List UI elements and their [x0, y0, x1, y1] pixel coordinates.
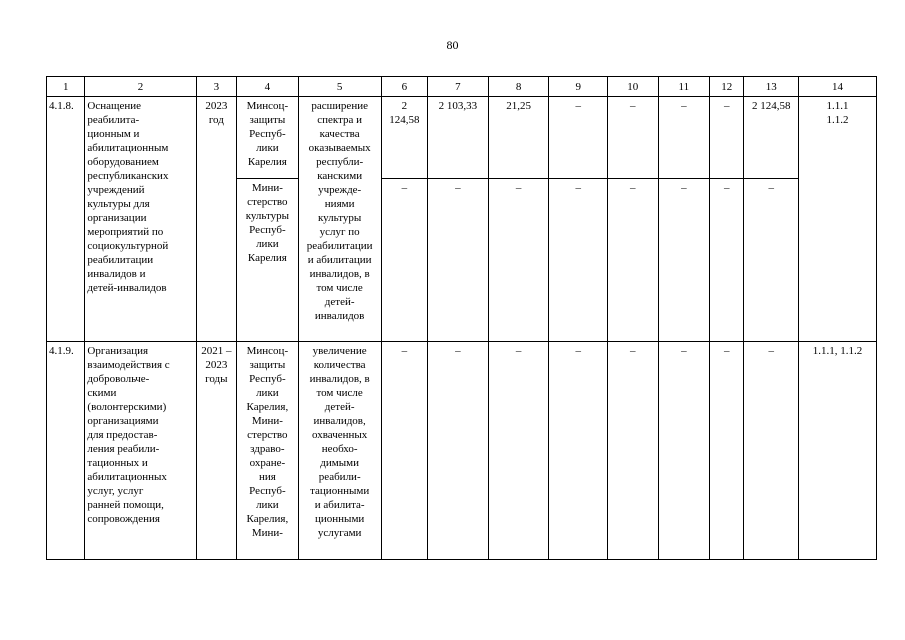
value-cell: –	[710, 342, 744, 560]
text-line: охране-	[249, 457, 286, 469]
text-line: тационных и	[87, 457, 148, 469]
text-line: Респуб-	[249, 128, 286, 140]
text-line: увеличение	[312, 345, 367, 357]
text-line: лики	[256, 387, 279, 399]
header-cell: 5	[298, 77, 381, 97]
text-line: скими	[87, 387, 117, 399]
text-line: ниями	[324, 198, 355, 210]
value-cell: –	[710, 97, 744, 179]
header-cell: 7	[428, 77, 489, 97]
text-line: Организация	[87, 345, 149, 357]
text-line: том числе	[316, 282, 363, 294]
text-line: республиканских	[87, 170, 169, 182]
table-row	[47, 97, 877, 179]
header-cell: 2	[85, 77, 196, 97]
text-line: 1.1.2	[826, 114, 849, 126]
text-line: детей-инвалидов	[87, 282, 167, 294]
text-line: Минсоц-	[246, 100, 289, 112]
row-number: 4.1.8.	[47, 97, 85, 342]
expected-result	[298, 97, 381, 342]
text-line: год	[208, 114, 224, 126]
table-row	[47, 342, 877, 560]
text-line: реабилитации	[306, 240, 373, 252]
measure-name	[85, 342, 196, 560]
text-line: димыми	[320, 457, 359, 469]
text-line: социокультурной	[87, 240, 169, 252]
text-line: Минсоц-	[246, 345, 289, 357]
value-cell: 21,25	[488, 97, 549, 179]
executor	[237, 97, 299, 179]
text-line: инвалидов	[314, 310, 365, 322]
text-line: стерство	[247, 196, 288, 208]
value-cell: –	[381, 179, 428, 342]
value-cell: –	[710, 179, 744, 342]
value-cell: –	[549, 342, 608, 560]
text-line: организациями	[87, 415, 159, 427]
text-line: количества	[313, 359, 366, 371]
page-number: 80	[446, 38, 459, 52]
row-number: 4.1.9.	[47, 342, 85, 560]
text-line: добровольче-	[87, 373, 150, 385]
value-cell: –	[549, 97, 608, 179]
header-cell: 13	[744, 77, 799, 97]
text-line: тационными	[310, 485, 370, 497]
header-cell: 4	[237, 77, 299, 97]
value-cell: –	[744, 342, 799, 560]
text-line: ления реабили-	[87, 443, 160, 455]
text-line: канскими	[317, 170, 363, 182]
value-cell: –	[549, 179, 608, 342]
text-line: услуг, услуг	[87, 485, 144, 497]
period	[196, 342, 236, 560]
expected-result	[298, 342, 381, 560]
header-cell: 9	[549, 77, 608, 97]
text-line: услугами	[317, 527, 362, 539]
value-cell: –	[381, 342, 428, 560]
text-line: лики	[256, 499, 279, 511]
text-line: Респуб-	[249, 485, 286, 497]
text-line: организации	[87, 212, 147, 224]
text-line: расширение	[311, 100, 368, 112]
value-cell: –	[488, 179, 549, 342]
value-cell: –	[428, 342, 489, 560]
text-line: необхо-	[321, 443, 358, 455]
text-line: ционными	[315, 513, 365, 525]
value-cell: –	[744, 179, 799, 342]
text-line: детей-	[324, 401, 355, 413]
header-cell: 12	[710, 77, 744, 97]
text-line: лики	[256, 142, 279, 154]
value-cell	[381, 97, 428, 179]
text-line: абилитационным	[87, 142, 169, 154]
header-cell: 3	[196, 77, 236, 97]
text-line: услуг по	[319, 226, 360, 238]
value-cell: –	[608, 342, 659, 560]
text-line: защиты	[249, 359, 286, 371]
text-line: оказываемых	[308, 142, 371, 154]
header-cell: 14	[799, 77, 877, 97]
text-line: Мини-	[251, 415, 283, 427]
text-line: Мини-	[251, 182, 283, 194]
text-line: инвалидов,	[313, 415, 366, 427]
text-line: ционным и	[87, 128, 140, 140]
text-line: лики	[256, 238, 279, 250]
text-line: абилитационных	[87, 471, 167, 483]
text-line: культуры	[245, 210, 290, 222]
text-line: Мини-	[251, 527, 283, 539]
text-line: Карелия,	[246, 401, 289, 413]
text-line: здраво-	[250, 443, 285, 455]
header-cell: 10	[608, 77, 659, 97]
text-line: (волонтерскими)	[87, 401, 167, 413]
text-line: инвалидов, в	[309, 268, 370, 280]
indicator-ref: 1.1.1, 1.1.2	[799, 342, 877, 560]
text-line: учреждений	[87, 184, 145, 196]
text-line: 2	[401, 100, 408, 112]
text-line: том числе	[316, 387, 363, 399]
text-line: 2023	[205, 100, 228, 112]
text-line: 124,58	[389, 114, 420, 126]
program-table	[46, 76, 877, 560]
text-line: годы	[205, 373, 228, 385]
text-line: учрежде-	[318, 184, 362, 196]
header-cell: 8	[488, 77, 549, 97]
text-line: Карелия	[247, 156, 287, 168]
header-cell: 11	[658, 77, 710, 97]
text-line: Карелия	[247, 252, 287, 264]
value-cell: –	[488, 342, 549, 560]
period	[196, 97, 236, 342]
text-line: оборудованием	[87, 156, 159, 168]
text-line: ранней помощи,	[87, 499, 164, 511]
text-line: и абилитации	[307, 254, 372, 266]
text-line: и абилита-	[314, 499, 365, 511]
text-line: инвалидов, в	[309, 373, 370, 385]
text-line: ния	[258, 471, 276, 483]
text-line: Респуб-	[249, 373, 286, 385]
indicator-ref	[799, 97, 877, 342]
text-line: реабилитации	[87, 254, 154, 266]
value-cell: –	[608, 97, 659, 179]
text-line: спектра и	[317, 114, 363, 126]
text-line: детей-	[324, 296, 355, 308]
text-line: взаимодействия с	[87, 359, 170, 371]
text-line: мероприятий по	[87, 226, 164, 238]
header-cell: 6	[381, 77, 428, 97]
text-line: 1.1.1	[826, 100, 849, 112]
text-line: культуры для	[87, 198, 150, 210]
text-line: республи-	[316, 156, 364, 168]
text-line: стерство	[247, 429, 288, 441]
value-cell: –	[658, 179, 710, 342]
text-line: 2021 –	[201, 345, 232, 357]
measure-name	[85, 97, 196, 342]
text-line: реабилита-	[87, 114, 140, 126]
text-line: Респуб-	[249, 224, 286, 236]
value-cell: –	[428, 179, 489, 342]
text-line: 2023	[205, 359, 228, 371]
value-cell: 2 124,58	[744, 97, 799, 179]
text-line: реабили-	[318, 471, 361, 483]
value-cell: –	[608, 179, 659, 342]
text-line: сопровождения	[87, 513, 160, 525]
text-line: защиты	[249, 114, 286, 126]
text-line: Карелия,	[246, 513, 289, 525]
text-line: культуры	[317, 212, 362, 224]
value-cell: 2 103,33	[428, 97, 489, 179]
text-line: Оснащение	[87, 100, 142, 112]
executor	[237, 342, 299, 560]
value-cell: –	[658, 342, 710, 560]
value-cell: –	[658, 97, 710, 179]
text-line: охваченных	[312, 429, 368, 441]
executor	[237, 179, 299, 342]
header-cell: 1	[47, 77, 85, 97]
header-row	[47, 77, 877, 97]
text-line: для предостав-	[87, 429, 158, 441]
text-line: качества	[319, 128, 360, 140]
text-line: инвалидов и	[87, 268, 146, 280]
